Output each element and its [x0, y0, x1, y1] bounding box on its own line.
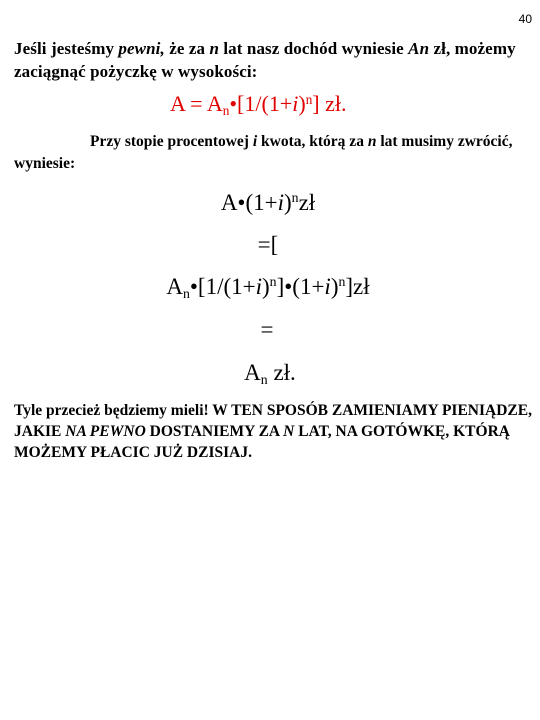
eq1-part-3: zł — [298, 190, 316, 215]
interest-var-n: n — [367, 133, 377, 150]
intro-text-3: lat nasz dochód wyniesie — [219, 39, 409, 58]
interest-var-i: i — [252, 133, 258, 150]
eq5-part-2: zł. — [267, 360, 296, 385]
conclusion-text-1: Tyle przecież będziemy mieli! W TEN SPOSÓB ZAMIENIAMY PIENIĄDZE, JAKIE — [14, 402, 532, 440]
interest-paragraph — [14, 131, 534, 175]
eq3-part-1: A — [166, 274, 183, 299]
equation-line-5 — [0, 360, 540, 386]
equation-line-3 — [0, 274, 538, 300]
intro-var-an: An — [408, 39, 430, 58]
eq3-part-4: ]•(1+ — [276, 274, 325, 299]
equation-line-1 — [0, 190, 538, 216]
interest-text-2: kwota, którą za — [257, 133, 368, 150]
eq3-var-i-1: i — [255, 274, 262, 299]
eq3-part-6: ]zł — [345, 274, 370, 299]
conclusion-text-3: LAT, NA GOTÓWKĘ, KTÓRĄ MOŻEMY PŁACIC JUŻ DZISIAJ. — [14, 423, 510, 461]
loan-formula-sub-n: n — [222, 102, 230, 118]
eq3-part-2: •[1/(1+ — [189, 274, 256, 299]
intro-text-1: Jeśli jesteśmy — [14, 39, 119, 58]
eq1-part-1: A•(1+ — [220, 190, 278, 215]
eq3-sup-n-2: n — [338, 274, 346, 290]
eq5-sub-n: n — [260, 372, 268, 388]
page-number: 40 — [518, 12, 532, 26]
loan-formula-part-1: A = A — [170, 91, 223, 116]
loan-formula-part-2: •[1/(1+ — [229, 91, 293, 116]
interest-text-1: Przy stopie procentowej — [90, 133, 253, 150]
eq3-part-3: ) — [262, 274, 270, 299]
loan-formula-sup-n: n — [305, 91, 313, 107]
intro-emphasis-pewni: pewni, — [118, 39, 165, 58]
eq3-var-i-2: i — [324, 274, 331, 299]
eq3-part-5: ) — [330, 274, 339, 299]
equation-line-4: = — [260, 317, 274, 342]
conclusion-emphasis-na-pewno: NA PEWNO — [65, 423, 146, 440]
equation-line-2: =[ — [257, 232, 279, 257]
interest-text-3: lat musimy zwrócić, wyniesie: — [14, 133, 513, 172]
eq1-var-i: i — [277, 190, 284, 215]
intro-paragraph — [14, 37, 534, 83]
conclusion-text-2: DOSTANIEMY ZA — [145, 423, 284, 440]
loan-formula-part-4: ] zł. — [312, 91, 347, 116]
eq3-sub-n: n — [182, 286, 190, 302]
eq1-part-2: ) — [284, 190, 292, 215]
loan-formula — [170, 91, 346, 117]
conclusion-paragraph — [14, 400, 534, 463]
intro-var-n: n — [209, 39, 219, 58]
intro-text-2: że za — [164, 39, 210, 58]
conclusion-var-n: N — [283, 423, 295, 440]
eq3-sup-n-1: n — [269, 274, 277, 290]
eq1-sup-n: n — [291, 190, 299, 206]
loan-formula-var-i: i — [292, 91, 299, 116]
loan-formula-part-3: ) — [298, 91, 306, 116]
eq5-part-1: A — [244, 360, 261, 385]
intro-text-4: zł, możemy zaciągnąć pożyczkę w wysokości: — [14, 39, 516, 81]
